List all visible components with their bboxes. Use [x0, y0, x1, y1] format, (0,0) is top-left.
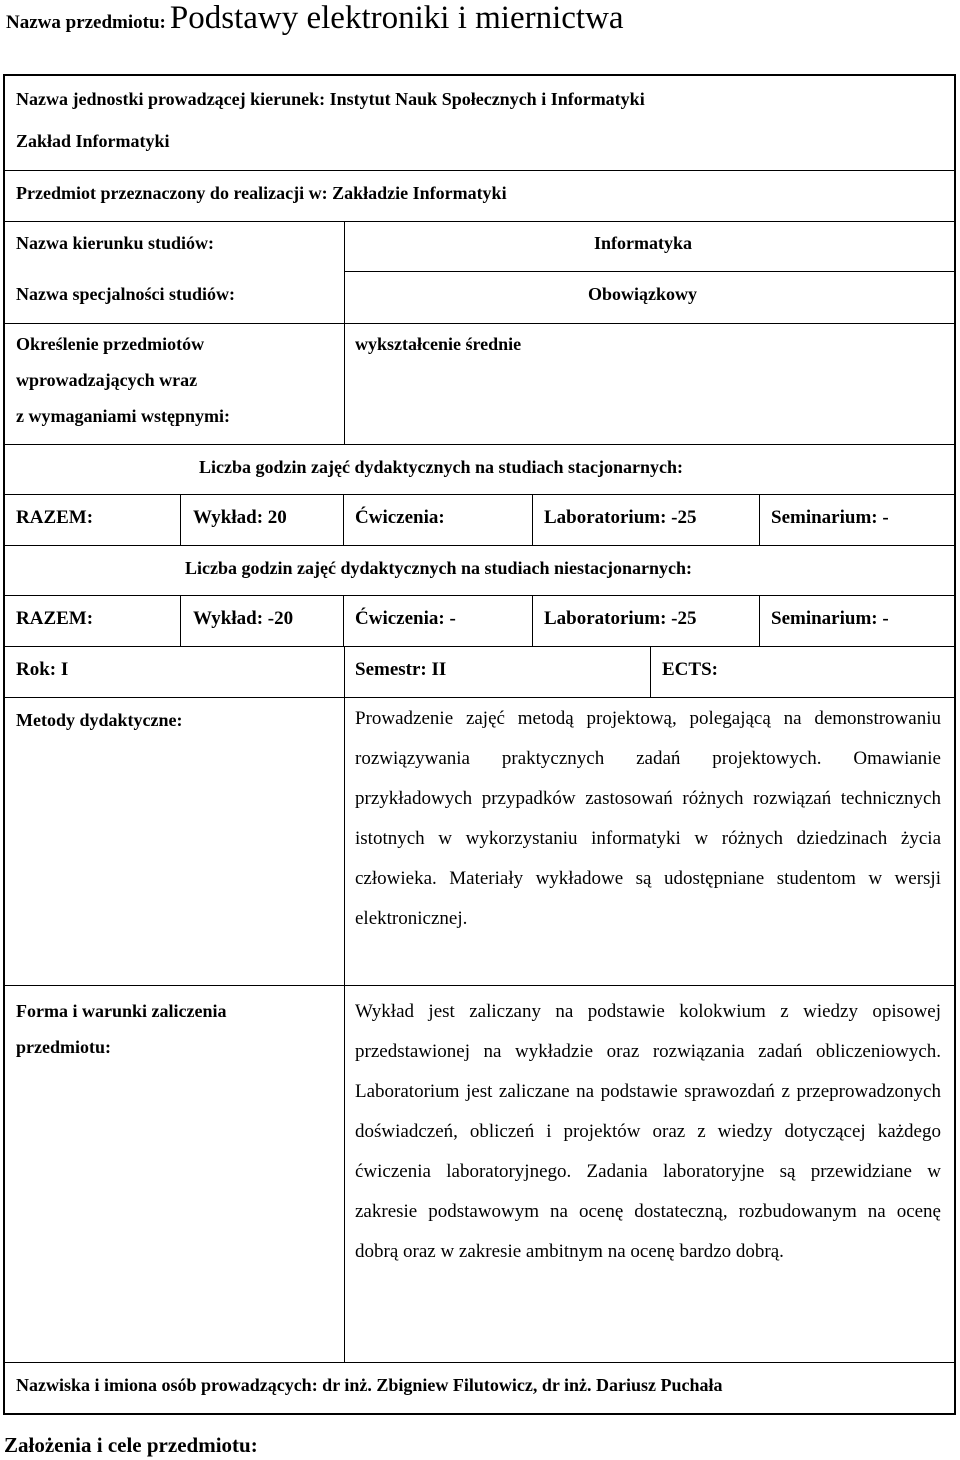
- instructors: Nazwiska i imiona osób prowadzących: dr inż. Zbigniew Filutowicz, dr inż. Dariusz Puchała: [16, 1375, 723, 1395]
- assessment-text: Wykład jest zaliczany na podstawie kolokwium z wiedzy opisowej przedstawionej na wykładzie oraz rozwiązania zadań obliczeniowych. Laboratorium jest zaliczane na podstawie sprawozdań z przeprowadzonych doświadczeń, obliczeń i projektów oraz z wiedzy dotyczącej każdego ćwiczenia laboratoryjnego. Zadania laboratoryjne są przewidziane w zakresie podstawowym na ocenę dostateczną, rozbudowanym na ocenę dobrą oraz w zakresie ambitnym na ocenę bardzo dobrą.: [355, 1001, 941, 1262]
- row-divider: [5, 595, 955, 596]
- prerequisites-label: wprowadzających wraz: [16, 370, 198, 390]
- ects: ECTS:: [662, 659, 718, 680]
- nonstationary-seminar: Seminarium: -: [771, 608, 889, 629]
- stationary-seminar: Seminarium: -: [771, 507, 889, 528]
- specialization-label: Nazwa specjalności studiów:: [16, 284, 235, 304]
- row-divider: [5, 444, 955, 445]
- column-divider: [343, 595, 344, 646]
- department-name: Zakład Informatyki: [16, 131, 170, 151]
- stationary-lab: Laboratorium: -25: [544, 507, 697, 528]
- row-divider: [5, 646, 955, 647]
- column-divider: [650, 646, 651, 697]
- unit-name: Nazwa jednostki prowadzącej kierunek: Instytut Nauk Społecznych i Informatyki: [16, 89, 645, 109]
- stationary-lecture: Wykład: 20: [193, 507, 287, 528]
- column-divider: [343, 494, 344, 545]
- row-divider: [5, 494, 955, 495]
- methods-label: Metody dydaktyczne:: [16, 710, 183, 730]
- row-divider: [5, 985, 955, 986]
- column-divider: [344, 646, 345, 697]
- column-divider: [532, 494, 533, 545]
- subject-title: [6, 0, 624, 44]
- column-divider: [180, 494, 181, 545]
- field-label: Nazwa kierunku studiów:: [16, 233, 215, 253]
- realization-unit: Przedmiot przeznaczony do realizacji w: Zakładzie Informatyki: [16, 183, 507, 203]
- assessment-label: przedmiotu:: [16, 1037, 111, 1057]
- semester: Semestr: II: [355, 659, 447, 680]
- column-divider: [759, 595, 760, 646]
- row-divider: [5, 170, 955, 171]
- stationary-total: RAZEM:: [16, 507, 94, 528]
- prerequisites-label: Określenie przedmiotów: [16, 334, 205, 354]
- nonstationary-lab: Laboratorium: -25: [544, 608, 697, 629]
- prerequisites-label: z wymaganiami wstępnymi:: [16, 406, 230, 426]
- row-divider: [5, 323, 955, 324]
- nonstationary-lecture: Wykład: -20: [193, 608, 294, 629]
- column-divider: [344, 221, 345, 444]
- field-value: Informatyka: [594, 233, 692, 253]
- subject-title-label: Nazwa przedmiotu:: [6, 12, 166, 33]
- nonstationary-total: RAZEM:: [16, 608, 94, 629]
- stationary-heading: Liczba godzin zajęć dydaktycznych na studiach stacjonarnych:: [199, 457, 684, 477]
- year: Rok: I: [16, 659, 69, 680]
- prerequisites-value: wykształcenie średnie: [355, 334, 522, 354]
- row-divider: [5, 1362, 955, 1363]
- nonstationary-heading: Liczba godzin zajęć dydaktycznych na studiach niestacjonarnych:: [185, 558, 693, 578]
- column-divider: [532, 595, 533, 646]
- nonstationary-exercises: Ćwiczenia: -: [355, 608, 456, 629]
- methods-text: Prowadzenie zajęć metodą projektową, polegającą na demonstrowaniu rozwiązywania praktycznych zadań projektowych. Omawianie przykładowych przypadków zastosowań różnych rozwiązań technicznych istotnych w wykorzystaniu informatyki w różnych dziedzinach życia człowieka. Materiały wykładowe są udostępniane studentom w wersji elektronicznej.: [355, 708, 941, 929]
- row-divider: [5, 221, 955, 222]
- stationary-exercises: Ćwiczenia:: [355, 507, 445, 528]
- subject-title-value: Podstawy elektroniki i miernictwa: [169, 0, 624, 36]
- row-divider: [344, 271, 955, 272]
- row-divider: [5, 545, 955, 546]
- row-divider: [5, 697, 955, 698]
- specialization-value: Obowiązkowy: [588, 284, 698, 304]
- column-divider: [180, 595, 181, 646]
- column-divider: [344, 697, 345, 1362]
- column-divider: [759, 494, 760, 545]
- goals-heading: Założenia i cele przedmiotu:: [4, 1433, 258, 1457]
- assessment-label: Forma i warunki zaliczenia: [16, 1001, 227, 1021]
